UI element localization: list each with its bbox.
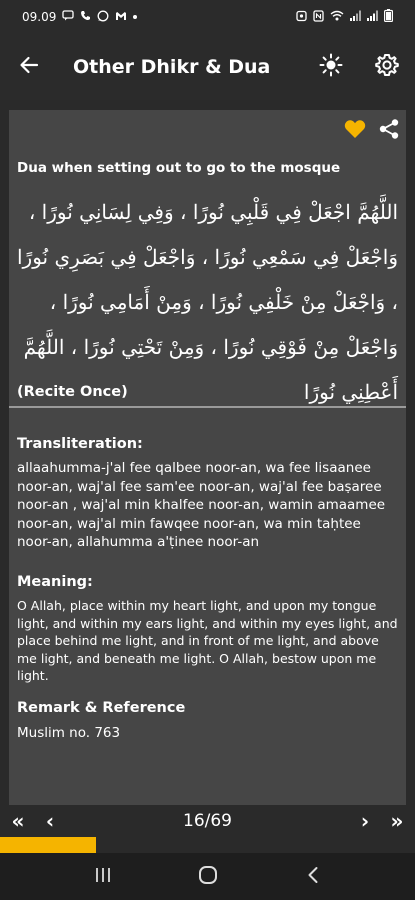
divider (9, 406, 406, 408)
message-icon (62, 10, 74, 24)
recents-icon (94, 867, 112, 887)
card-actions (344, 118, 400, 144)
notification-dot (133, 15, 137, 19)
status-bar (0, 0, 415, 34)
battery-icon (384, 9, 393, 25)
transliteration-label: Transliteration: (17, 436, 143, 452)
back-icon (307, 866, 319, 888)
page-counter: 16/69 (183, 811, 232, 831)
last-page-button[interactable]: » (390, 809, 404, 833)
progress-fill (0, 837, 96, 853)
next-page-button[interactable]: › (360, 809, 370, 833)
previous-page-button[interactable]: ‹ (45, 809, 55, 833)
gmail-icon (115, 10, 127, 24)
home-button[interactable] (188, 857, 228, 897)
progress-bar (0, 837, 415, 853)
pager (0, 805, 415, 837)
app-bar (0, 34, 415, 100)
content-area[interactable] (0, 100, 415, 805)
dua-card (9, 110, 406, 805)
back-button[interactable] (0, 34, 58, 100)
page-title: Other Dhikr & Dua (73, 56, 271, 78)
recents-button[interactable] (83, 857, 123, 897)
settings-button[interactable] (359, 34, 415, 100)
meaning-label: Meaning: (17, 574, 93, 590)
remark-text: Muslim no. 763 (17, 725, 121, 741)
wifi-icon (330, 10, 344, 24)
sun-icon (319, 53, 343, 81)
system-nav-bar (0, 853, 415, 900)
alarm-icon (296, 10, 307, 25)
remark-label: Remark & Reference (17, 700, 186, 716)
theme-toggle-button[interactable] (303, 34, 359, 100)
nfc-icon (313, 10, 324, 25)
whatsapp-icon (97, 10, 109, 25)
transliteration-text: allaahumma-j'al fee qalbee noor-an, wa fee lisaanee noor-an, waj'al fee sam'ee noor-an, waj'al fee baṣaree noor-an , waj'al min khalfee noor-an, wamin amaamee noor-an, waj'al min fawqee noor-an, wa min taḥtee noor-an, allahumma a'ṭinee noor-an (17, 460, 386, 550)
status-time: 09.09 (22, 10, 57, 24)
status-right (296, 9, 393, 25)
dua-title: Dua when setting out to go to the mosque (17, 160, 341, 176)
home-icon (198, 865, 218, 889)
arrow-left-icon (19, 56, 39, 78)
favorite-heart-icon[interactable] (344, 119, 366, 143)
status-left (22, 10, 137, 25)
recite-instruction: (Recite Once) (17, 384, 128, 400)
back-nav-button[interactable] (293, 857, 333, 897)
first-page-button[interactable]: « (11, 809, 25, 833)
meaning-text: O Allah, place within my heart light, and upon my tongue light, and within my ears light, and within my eyes light, and place behind me light, and in front of me light, and above me light, and beneath me light. O Allah, bestow upon me light. (17, 598, 398, 683)
signal-icon (350, 10, 361, 24)
share-icon[interactable] (378, 118, 400, 144)
arabic-text: اللَّهُمَّ اجْعَلْ فِي قَلْبِي نُورًا ، وَفِي لِسَانِي نُورًا ، وَاجْعَلْ فِي سَمْعِي نُورًا ، وَاجْعَلْ فِي بَصَرِي نُورًا ، وَاجْعَلْ مِنْ خَلْفِي نُورًا ، وَمِنْ أَمَامِي نُورًا ، وَاجْعَلْ مِنْ فَوْقِي نُورًا ، وَمِنْ تَحْتِي نُورًا ، اللَّهُمَّ أَعْطِنِي نُورًا (17, 200, 398, 404)
signal-icon-2 (367, 10, 378, 24)
gear-icon (375, 53, 399, 81)
phone-icon (80, 10, 91, 24)
